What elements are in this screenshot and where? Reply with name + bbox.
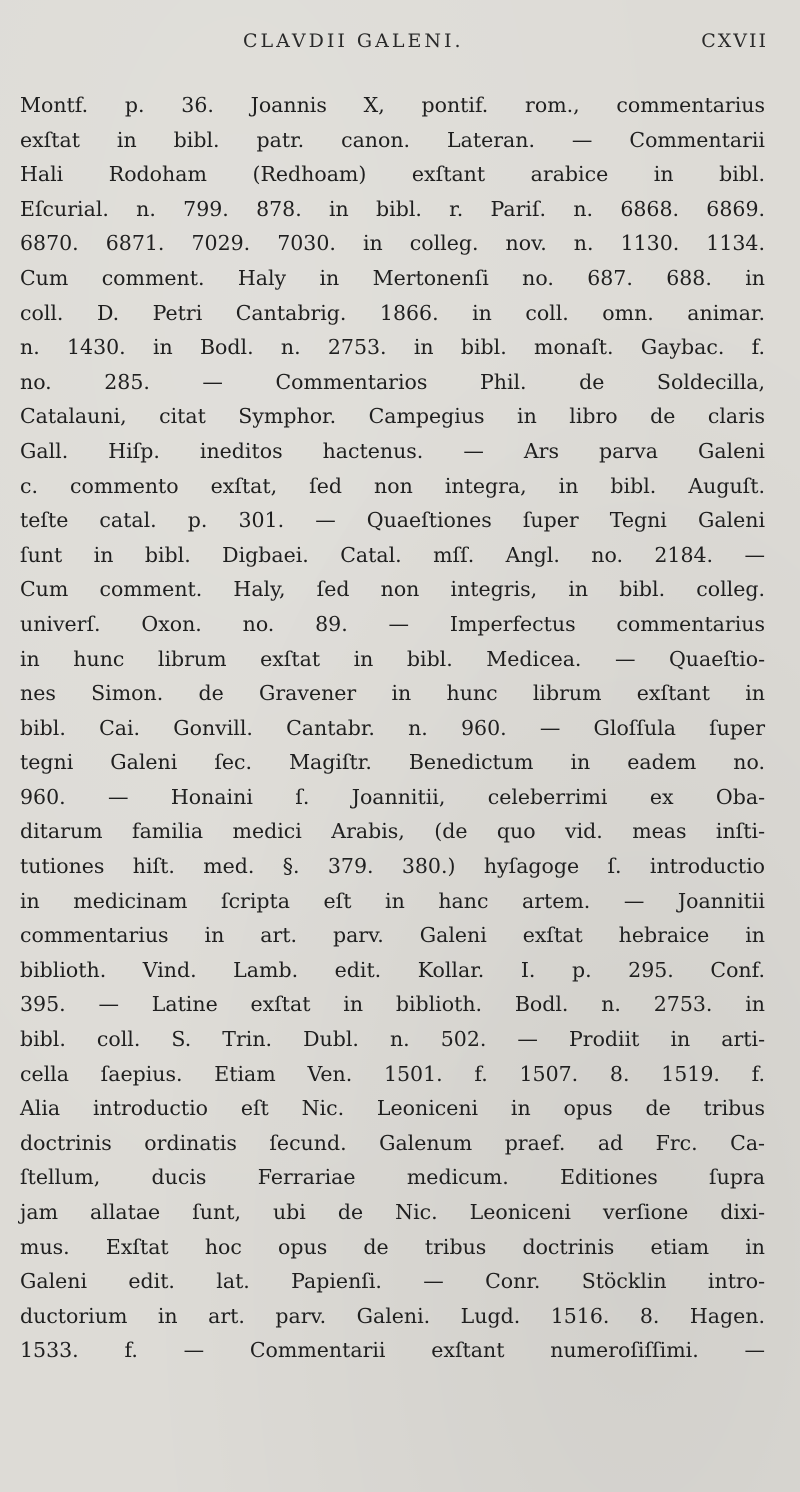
text-line: commentarius in art. parv. Galeni exſtat hebraice in (20, 923, 765, 948)
text-line: in medicinam ſcripta eſt in hanc artem. — Joannitii (20, 888, 765, 913)
text-line: 6870. 6871. 7029. 7030. in colleg. nov. n. 1130. 1134. (20, 231, 765, 256)
text-line: cella ſaepius. Etiam Ven. 1501. f. 1507. 8. 1519. f. (20, 1061, 765, 1086)
text-line: teſte catal. p. 301. — Quaeſtiones ſuper Tegni Galeni (20, 508, 765, 533)
page-header (0, 26, 800, 66)
text-line: jam allatae ſunt, ubi de Nic. Leoniceni verſione dixi- (20, 1200, 765, 1224)
text-line: Hali Rodoham (Redhoam) exſtant arabice in bibl. (20, 162, 765, 187)
text-line: Cum comment. Haly, ſed non integris, in bibl. colleg. (20, 577, 765, 602)
text-line: ductorium in art. parv. Galeni. Lugd. 1516. 8. Hagen. (20, 1303, 765, 1328)
text-line: Galeni edit. lat. Papienſi. — Conr. Stöcklin intro- (20, 1269, 765, 1294)
text-line: Alia introductio eſt Nic. Leoniceni in opus de tribus (20, 1096, 765, 1121)
text-line: bibl. Cai. Gonvill. Cantabr. n. 960. — Gloſſula ſuper (20, 715, 765, 740)
text-line: tutiones hiſt. med. §. 379. 380.) hyſagoge ſ. introductio (20, 854, 765, 879)
text-line: Cum comment. Haly in Mertonenſi no. 687. 688. in (20, 265, 765, 290)
text-line: Gall. Hiſp. ineditos hactenus. — Ars parva Galeni (20, 438, 765, 463)
text-line: 1533. f. — Commentarii exſtant numeroſiſſimi. — (20, 1338, 765, 1363)
text-line: bibl. coll. S. Trin. Dubl. n. 502. — Prodiit in arti- (20, 1027, 765, 1052)
text-line: univerſ. Oxon. no. 89. — Imperfectus commentarius (20, 611, 765, 636)
text-line: ditarum familia medici Arabis, (de quo vid. meas inſti- (20, 819, 765, 844)
text-line: Catalauni, citat Symphor. Campegius in libro de claris (20, 404, 765, 429)
text-line: ſtellum, ducis Ferrariae medicum. Editiones ſupra (20, 1165, 765, 1190)
text-line: n. 1430. in Bodl. n. 2753. in bibl. monaſt. Gaybac. f. (20, 335, 765, 360)
text-line: tegni Galeni ſec. Magiſtr. Benedictum in eadem no. (20, 750, 765, 775)
text-line: Montf. p. 36. Joannis X, pontif. rom., commentarius (20, 93, 765, 117)
text-line: doctrinis ordinatis ſecund. Galenum praef. ad Frc. Ca- (20, 1130, 765, 1155)
text-line: exſtat in bibl. patr. canon. Lateran. — Commentarii (20, 127, 765, 152)
body-text (20, 88, 765, 1368)
text-line: no. 285. — Commentarios Phil. de Soldecilla, (20, 369, 765, 394)
text-line: biblioth. Vind. Lamb. edit. Kollar. I. p. 295. Conf. (20, 957, 765, 982)
text-line: ſunt in bibl. Digbaei. Catal. mſſ. Angl. no. 2184. — (20, 542, 765, 567)
text-line: 960. — Honaini ſ. Joannitii, celeberrimi ex Oba- (20, 784, 765, 809)
text-line: coll. D. Petri Cantabrig. 1866. in coll. omn. animar. (20, 300, 765, 325)
text-line: Eſcurial. n. 799. 878. in bibl. r. Pariſ. n. 6868. 6869. (20, 196, 765, 221)
text-line: in hunc librum exſtat in bibl. Medicea. — Quaeſtio- (20, 646, 765, 671)
text-line: c. commento exſtat, ſed non integra, in bibl. Auguſt. (20, 473, 765, 498)
text-line: nes Simon. de Gravener in hunc librum exſtant in (20, 681, 765, 706)
page-number: CXVII (701, 30, 768, 52)
text-line: 395. — Latine exſtat in biblioth. Bodl. n. 2753. in (20, 992, 765, 1017)
text-line: mus. Exſtat hoc opus de tribus doctrinis etiam in (20, 1234, 765, 1259)
running-head: CLAVDII GALENI. (243, 30, 464, 52)
